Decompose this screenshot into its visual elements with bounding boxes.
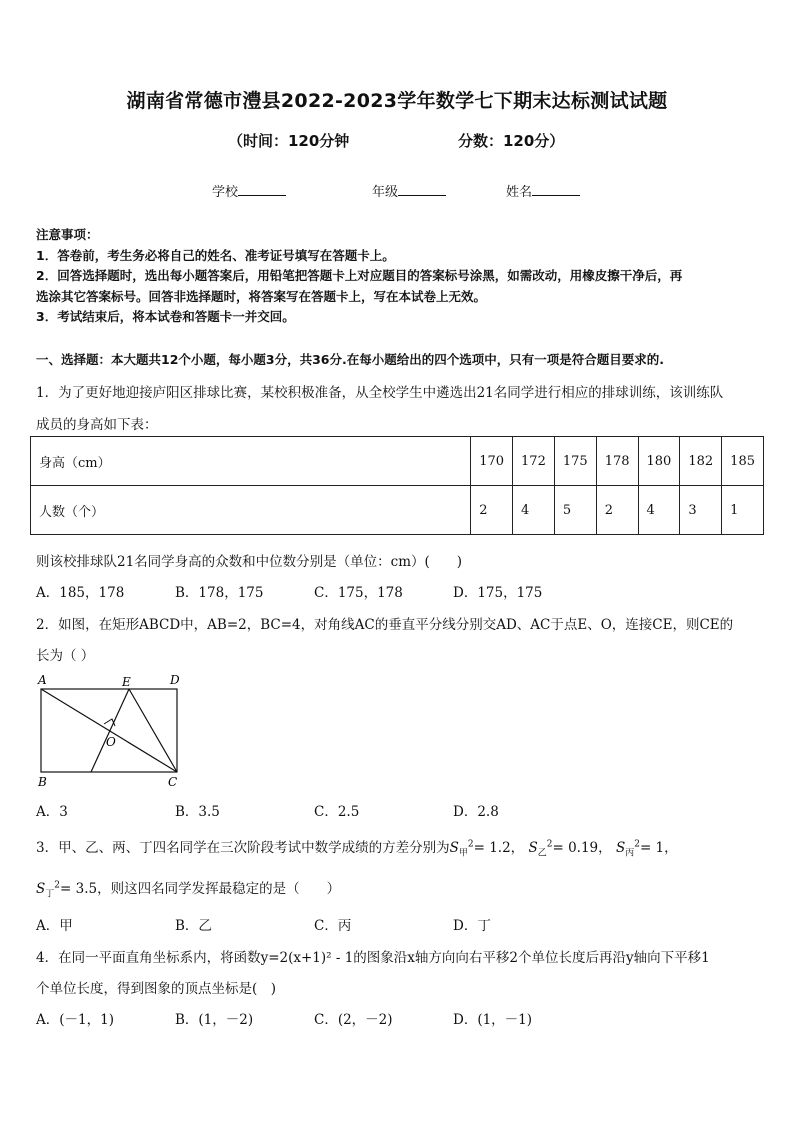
perpendicular-bisector <box>91 689 129 772</box>
right-angle-mark <box>104 719 115 726</box>
grade-field <box>372 181 446 200</box>
q3-line2 <box>36 877 340 900</box>
table-cell: 4 <box>638 486 680 535</box>
table-cell: 4 <box>513 486 555 535</box>
note-item-1: 1．答卷前，考生务必将自己的姓名、准考证号填写在答题卡上。 <box>36 248 395 263</box>
sq-jia: 2 <box>467 839 474 850</box>
table-cell: 3 <box>680 486 722 535</box>
grade-blank[interactable] <box>398 183 446 196</box>
exam-score: 分数：120分） <box>458 132 565 150</box>
q1-option-b[interactable]: B．178，175 <box>175 585 264 601</box>
q4-option-c[interactable]: C．(2，－2) <box>314 1012 393 1028</box>
notes-heading: 注意事项： <box>36 227 99 242</box>
table-cell: 180 <box>638 437 680 486</box>
height-table <box>30 436 764 535</box>
school-label: 学校 <box>212 185 239 200</box>
q4-option-b[interactable]: B．(1，－2) <box>175 1012 254 1028</box>
q3-option-c[interactable]: C．丙 <box>314 918 352 934</box>
note-item-2-cont: 选涂其它答案标号。回答非选择题时，将答案写在答题卡上，写在本试卷上无效。 <box>36 289 487 304</box>
s-symbol: S <box>36 881 46 897</box>
label-e: E <box>122 675 131 689</box>
q2-line1: 2．如图，在矩形ABCD中，AB=2，BC=4，对角线AC的垂直平分线分别交AD、AC于点E、O，连接CE，则CE的 <box>36 617 734 633</box>
sub-bing: 丙 <box>625 848 635 859</box>
name-field <box>506 181 580 200</box>
exam-time: （时间：120分钟 <box>228 132 350 150</box>
school-blank[interactable] <box>238 183 286 196</box>
label-o: O <box>106 735 116 749</box>
q3-prefix: 3．甲、乙、两、丁四名同学在三次阶段考试中数学成绩的方差分别为 <box>36 840 450 856</box>
table-cell: 178 <box>596 437 638 486</box>
sub-jia: 甲 <box>458 848 468 859</box>
table-cell: 身高（cm） <box>31 437 471 486</box>
table-cell: 2 <box>471 486 513 535</box>
q2-option-c[interactable]: C．2.5 <box>314 804 360 820</box>
sq-ding: 2 <box>54 880 60 891</box>
q2-option-b[interactable]: B．3.5 <box>175 804 220 820</box>
q3-option-a[interactable]: A．甲 <box>36 918 73 934</box>
sq-bing: 2 <box>634 839 640 850</box>
q1-line2: 成员的身高如下表： <box>36 417 158 433</box>
q3-suffix: ，则这四名同学发挥最稳定的是（ ） <box>97 881 341 897</box>
var-yi: = 0.19， <box>552 840 612 856</box>
s-symbol: S <box>528 840 538 856</box>
q4-option-a[interactable]: A．(－1，1) <box>36 1012 114 1028</box>
sub-yi: 乙 <box>537 848 547 859</box>
q2-option-a[interactable]: A．3 <box>36 804 68 820</box>
table-cell: 人数（个） <box>31 486 471 535</box>
label-b: B <box>38 775 47 789</box>
page-title: 湖南省常德市澧县2022-2023学年数学七下期末达标测试试题 <box>126 90 668 112</box>
note-item-3: 3．考试结束后，将本试卷和答题卡一并交回。 <box>36 309 295 324</box>
var-bing: = 1， <box>639 840 678 856</box>
table-cell: 185 <box>722 437 764 486</box>
label-d: D <box>170 673 180 687</box>
rectangle-figure <box>36 672 196 792</box>
q2-line2: 长为（ ） <box>36 648 95 664</box>
q1-line1: 1．为了更好地迎接庐阳区排球比赛，某校积极准备，从全校学生中遴选出21名同学进行相应的排球训练，该训练队 <box>36 385 724 401</box>
diagonal-ac <box>41 689 177 772</box>
table-cell: 170 <box>471 437 513 486</box>
table-cell: 175 <box>554 437 596 486</box>
q1-option-c[interactable]: C．175，178 <box>314 585 403 601</box>
var-jia: = 1.2， <box>473 840 525 856</box>
q2-option-d[interactable]: D．2.8 <box>453 804 499 820</box>
table-cell: 5 <box>554 486 596 535</box>
table-row <box>31 437 764 486</box>
table-cell: 1 <box>722 486 764 535</box>
label-a: A <box>38 673 47 687</box>
q1-option-a[interactable]: A．185，178 <box>36 585 125 601</box>
name-blank[interactable] <box>532 183 580 196</box>
q3-option-b[interactable]: B．乙 <box>175 918 212 934</box>
label-c: C <box>168 775 178 789</box>
note-item-2: 2．回答选择题时，选出每小题答案后，用铅笔把答题卡上对应题目的答案标号涂黑，如需改动，用橡皮擦干净后，再 <box>36 268 683 283</box>
segment-ce <box>129 689 177 772</box>
school-field <box>212 181 286 200</box>
var-ding: = 3.5 <box>60 881 98 897</box>
table-cell: 172 <box>513 437 555 486</box>
table-cell: 182 <box>680 437 722 486</box>
q3-line1 <box>36 836 678 859</box>
section-heading: 一、选择题：本大题共12个小题，每小题3分，共36分.在每小题给出的四个选项中，只有一项是符合题目要求的. <box>36 352 664 367</box>
s-symbol: S <box>449 840 459 856</box>
q4-line2: 个单位长度，得到图象的顶点坐标是( ) <box>36 981 277 997</box>
q1-question: 则该校排球队21名同学身高的众数和中位数分别是（单位：cm）( ) <box>36 554 463 570</box>
name-label: 姓名 <box>506 185 533 200</box>
s-symbol: S <box>615 840 626 856</box>
q1-option-d[interactable]: D．175，175 <box>453 585 543 601</box>
q3-option-d[interactable]: D．丁 <box>453 918 491 934</box>
q4-option-d[interactable]: D．(1，－1) <box>453 1012 533 1028</box>
table-row <box>31 486 764 535</box>
sq-yi: 2 <box>546 839 553 850</box>
q4-line1: 4．在同一平面直角坐标系内，将函数y=2(x+1)² - 1的图象沿x轴方向向右平移2个单位长度后再沿y轴向下平移1 <box>36 950 710 966</box>
table-cell: 2 <box>596 486 638 535</box>
sub-ding: 丁 <box>45 889 55 900</box>
grade-label: 年级 <box>372 185 399 200</box>
